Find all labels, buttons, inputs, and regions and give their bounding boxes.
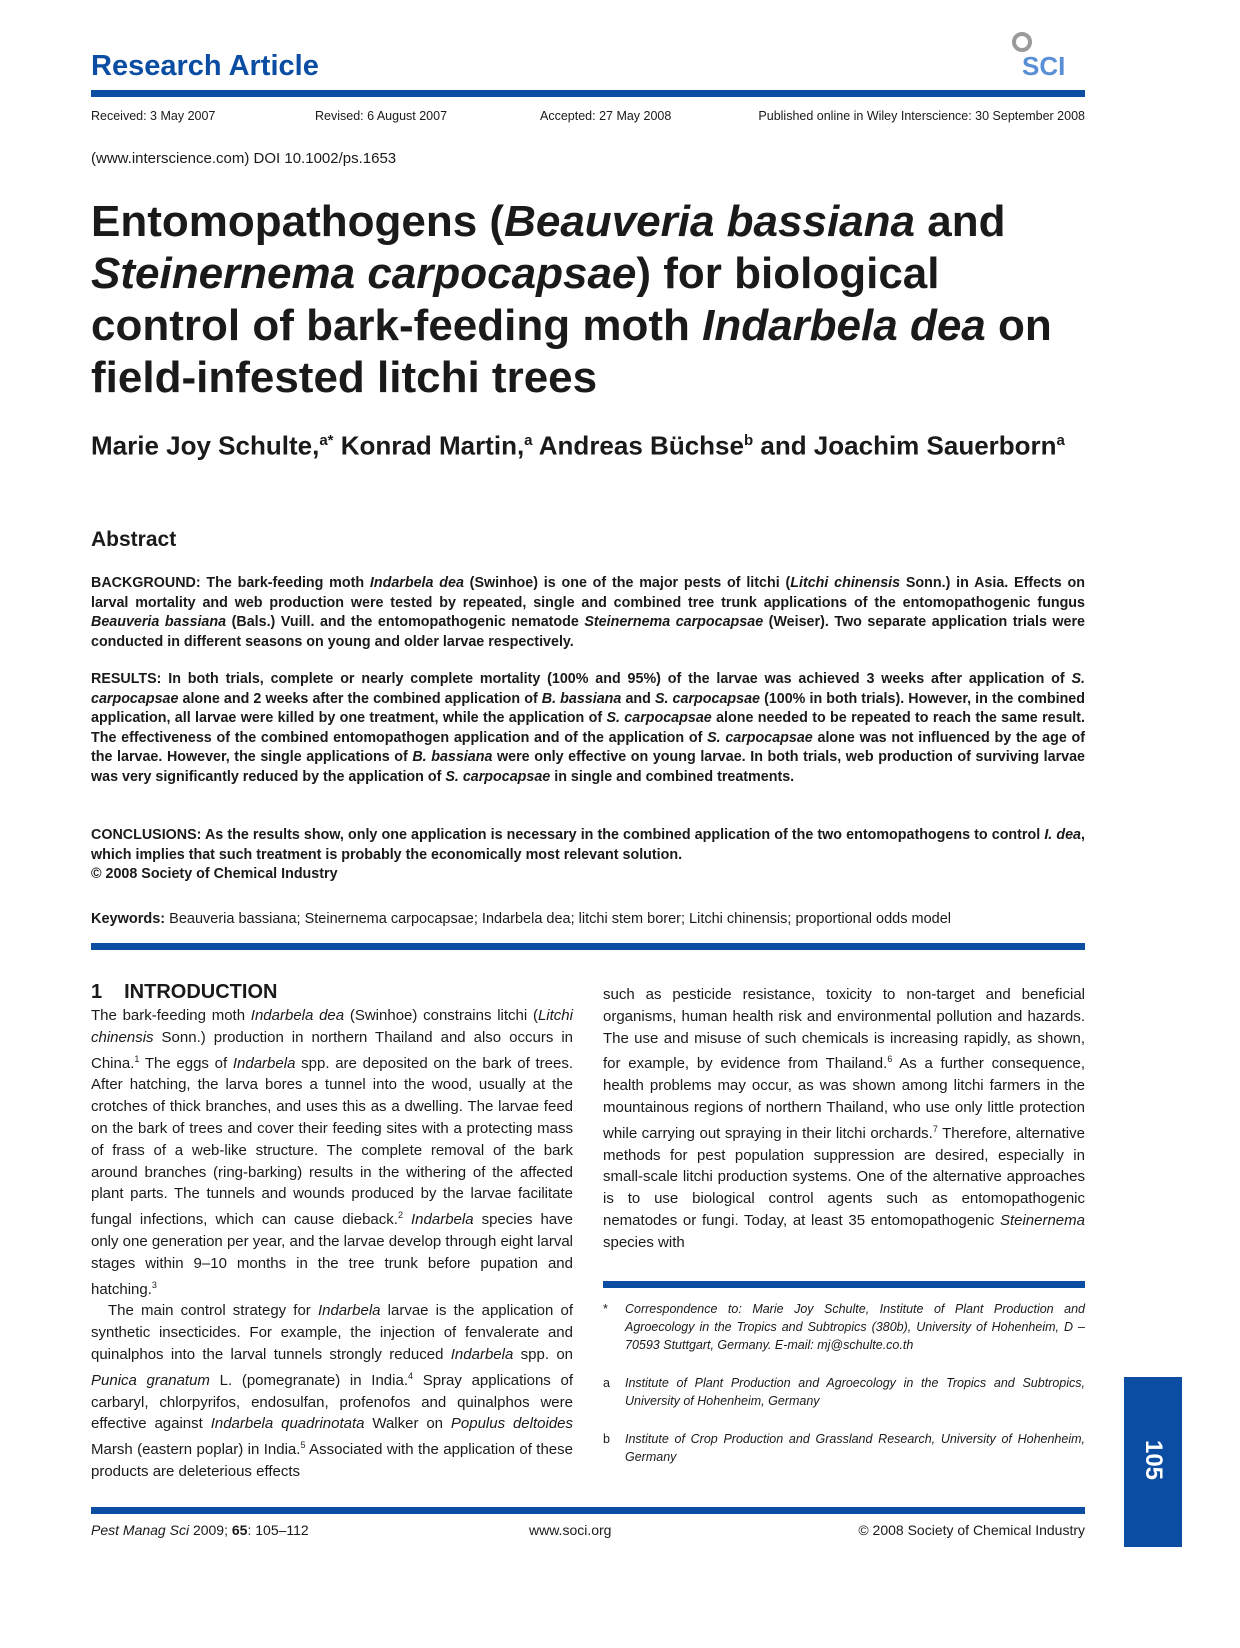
section-heading: 1 INTRODUCTION (91, 981, 278, 1003)
keywords-text: Beauveria bassiana; Steinernema carpocapsae; Indarbela dea; litchi stem borer; Litchi chinensis; proportional odds model (165, 911, 952, 927)
footer-rule (91, 1507, 1085, 1514)
logo-ring-icon (1014, 34, 1030, 50)
abstract-copyright: © 2008 Society of Chemical Industry (91, 866, 338, 883)
article-title: Entomopathogens (Beauveria bassiana and Steinernema carpocapsae) for biological control of bark-feeding moth Indarbela dea on field-infested litchi trees (91, 197, 1052, 402)
logo-text: SCI (1022, 51, 1066, 80)
abstract-background: BACKGROUND: The bark-feeding moth Indarbela dea (Swinhoe) is one of the major pests of litchi (Litchi chinensis Sonn.) in Asia. Effects on larval mortality and web production were tested by repeated, single and combined tree trunk applications of the entomopathogenic fungus Beauveria bassiana (Bals.) Vuill. and the entomopathogenic nematode Steinernema carpocapsae (Weiser). Two separate application trials were conducted in different seasons on young and older larvae respectively. (91, 575, 1086, 650)
abstract-results: RESULTS: In both trials, complete or nearly complete mortality (100% and 95%) of the larvae was achieved 3 weeks after application of S. carpocapsae alone and 2 weeks after the combined application of B. bassiana and S. carpocapsae (100% in both trials). However, in the combined application, all larvae were killed by one treatment, while the application of S. carpocapsae alone needed to be repeated to reach the same result. The effectiveness of the combined entomopathogen application and of the application of S. carpocapsae alone was not influenced by the age of the larvae. However, the single applications of B. bassiana were only effective on young larvae. In both trials, web production of surviving larvae was very significantly reduced by the application of S. carpocapsae in single and combined treatments. (91, 671, 1086, 785)
footnote-correspondence: * Correspondence to: Marie Joy Schulte, Institute of Plant Production and Agroecology in the Tropics and Subtropics (380b), University of Hohenheim, D – 70593 Stuttgart, Germany. E-mail: mj@schulte.co.th (603, 1302, 1085, 1352)
column-right (603, 984, 1085, 1254)
footnote-affiliation-b: b Institute of Crop Production and Grassland Research, University of Hohenheim, Germany (603, 1432, 1085, 1464)
keywords-label: Keywords: (91, 911, 166, 927)
revised-date: Revised: 6 August 2007 (315, 109, 448, 123)
footer-citation: Pest Manag Sci 2009; 65: 105–112 (91, 1522, 309, 1538)
intro-paragraph-continued: such as pesticide resistance, toxicity to non-target and beneficial organisms, human health risk and environmental pollution and hazards. The use and misuse of such chemicals is increasing rapidly, as shown, for example, by evidence from Thailand.$^6$ As a further consequence, health problems may occur, as was shown among litchi farmers in the mountainous regions of northern Thailand, who use only little protection while carrying out spraying in their litchi orchards.$^7$ Therefore, alternative methods for pest population suppression are desired, especially in small-scale litchi production systems. One of the alternative approaches is to use biological control agents such as entomopathogenic nematodes or fungi. Today, at least 35 entomopathogenic Steinernema species with (603, 986, 1085, 1251)
header-label: Research Article (91, 50, 319, 82)
footnote-affiliation-a: a Institute of Plant Production and Agroecology in the Tropics and Subtropics, University of Hohenheim, Germany (603, 1376, 1085, 1408)
received-date: Received: 3 May 2007 (91, 109, 216, 123)
header-rule (91, 90, 1085, 97)
accepted-date: Accepted: 27 May 2008 (540, 109, 672, 123)
column-left (91, 1005, 573, 1483)
sci-logo (1008, 30, 1088, 80)
author-list: Marie Joy Schulte,$^{a*}$ Konrad Martin,$^a$ Andreas Büchse$^b$ and Joachim Sauerborn$^a$ (91, 430, 1065, 461)
published-date: Published online in Wiley Interscience: 30 September 2008 (758, 109, 1085, 123)
page-number: 105 (1139, 1439, 1167, 1481)
footer-copyright: © 2008 Society of Chemical Industry (858, 1522, 1085, 1538)
abstract-rule (91, 943, 1085, 950)
abstract-heading: Abstract (91, 528, 177, 551)
footnotes (603, 1300, 1085, 1483)
footnote-rule (603, 1281, 1085, 1288)
keywords (91, 911, 1085, 927)
footer-url[interactable]: www.soci.org (529, 1522, 612, 1538)
intro-paragraph-2: The main control strategy for Indarbela larvae is the application of synthetic insecticides. For example, the injection of fenvalerate and quinalphos into the larval tunnels strongly reduced Indarbela spp. on Punica granatum L. (pomegranate) in India.$^4$ Spray applications of carbaryl, chlorpyrifos, endosulfan, profenofos and quinalphos were effective against Indarbela quadrinotata Walker on Populus deltoides Marsh (eastern poplar) in India.$^5$ Associated with the application of these products are deleterious effects (91, 1302, 574, 1480)
doi-line: (www.interscience.com) DOI 10.1002/ps.1653 (91, 150, 397, 167)
intro-paragraph-1: The bark-feeding moth Indarbela dea (Swinhoe) constrains litchi (Litchi chinensis Sonn.) production in northern Thailand and also occurs in China.$^1$ The eggs of Indarbela spp. are deposited on the bark of trees. After hatching, the larva bores a tunnel into the wood, usually at the crotches of thick branches, and uses this as a dwelling. The larvae feed on the bark of trees and cover their feeding sites with a protecting mass of frass of a web-like structure. The complete removal of the bark around branches (ring-barking) results in the withering of the affected plant parts. The tunnels and wounds produced by the larvae facilitate fungal infections, which can cause dieback.$^2$ Indarbela species have only one generation per year, and the larvae develop through eight larval stages within 9–10 months in the tree trunk before pupation and hatching.$^3$ (91, 1007, 573, 1298)
abstract-conclusions: CONCLUSIONS: As the results show, only one application is necessary in the combined application of the two entomopathogens to control I. dea, which implies that such treatment is probably the economically most relevant solution. © 2008 Society of Chemical Industry (91, 827, 1085, 883)
